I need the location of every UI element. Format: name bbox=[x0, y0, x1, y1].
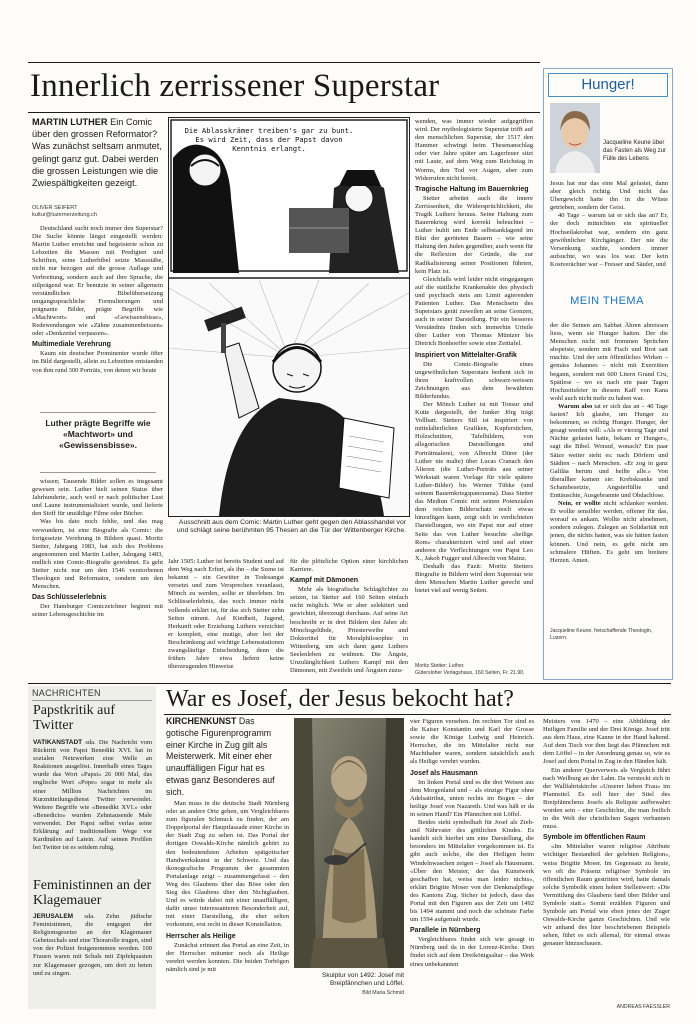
top-headline: Innerlich zerrissener Superstar bbox=[30, 68, 440, 104]
paragraph: Meisters von 1470 – eine Abbildung der Heiligen Familie und der Drei Könige. Josef tritt aus dem Haus, eine Kanne in der Hand haltend. Auf dem Tisch vor ihm liegt das Pfännchen mit dem Löffel – in der Anordnung genau so, wie es Josef auf dem Portal in Zug in den Händen hält. bbox=[543, 718, 670, 766]
pull-quote: Luther prägte Begriffe wie «Machtwort» und «Gewissensbisse». bbox=[45, 418, 151, 450]
lead-kicker: MARTIN LUTHER bbox=[32, 117, 108, 127]
author-block bbox=[32, 205, 162, 219]
mein-thema-label: MEIN THEMA bbox=[570, 295, 644, 307]
top-col2-b bbox=[168, 558, 284, 671]
comic-speech-text: Die Ablasskrämer treiben's gar zu bunt. Es wird Zeit, dass der Papst davon Kenntnis erlangt. bbox=[184, 126, 354, 153]
paragraph: der die Seinen am Sabbat Ähren abreissen liess, wenn sie Hunger hatten. Der die Menschen nicht mit frommen Sprüchen abspeiste, sondern mit Fisch und Brot satt machte. Und der sein öffentliches Wirken – gemäss Johannes – nicht mit Exerzitien begann, sondern mit 600 Litern Grand Cru, Spätlese – wo es nach ein paar Tagen Hochzeitsfeier in diesem Kaff von Kana wohl auch nicht mehr zu haben war. bbox=[550, 322, 668, 402]
portrait-illustration bbox=[550, 103, 600, 173]
paragraph: Beides steht symbolhaft für Josef als Zieh- und Nährvater des göttlichen Kindes. Es handelt sich hierbei um eine Darstellung, die besonders im Mittelalter vorgekommen ist. Es gibt auch solche, die den Heiligen beim Windelnwaschen zeigen – Josef als Hausmann. «Über den Meister, der das Kunstwerk geschaffen hat, weiss man leider nichts», erklärt Brigitte Moser von der Denkmalpflege des Kantons Zug. Sicher ist jedoch, dass das Portal mit den Figuren aus der Zeit um 1492 bis 1494 stammt und noch die schönste Farbe um 1594 aufgemalt wurde. bbox=[410, 819, 534, 924]
paragraph-text: tat er sich das an – 40 Tage fasten? Ich glaube, um Hunger zu bekommen, so richtig Hunger. Hunger, der gesagt werden will: «Als er vierzig Tage und Nächte gefastet hatte, bekam er Hunger», sagt die Bibel. Worauf, wonach? Ein paar Sätze weiter steht es: nach Dörfern und Städten – nach Menschen. «Er zog in ganz Galiläa herum und heilte alle.» Von überallher kamen sie: Krebskranke und Schambesetzte, Angsterfüllte und Enttäuschte, Ausgebrannte und Obdachlose. bbox=[550, 402, 668, 499]
comic-image bbox=[168, 117, 410, 517]
quote-rule-bottom bbox=[40, 472, 156, 473]
author-email: kultur@luzernerzeitung.ch bbox=[32, 212, 98, 218]
paragraph: Stetter arbeitet auch die innere Zerrissenheit, die Widersprüchlichkeit, die Tragik Luthers heraus. Seine Haltung zum Bauernkrieg wird korrekt beleuchtet – Luther buhlt um Ende selbstanklagend im Blut der geröteten Bauern – wie seine Haltung den Juden gegenüber, auch wenn für die Reflexion der Gründe, die zur Radikalisierung seiner Positionen führten, kein Platz ist. bbox=[415, 194, 533, 275]
paragraph bbox=[550, 403, 668, 500]
paragraph: wissen; Tausende Bilder sollen es insgesamt gewesen sein. Luther hielt seinen Status über Jahrhunderte, auch weil er nach politischer Lust und Laune instrumentalisiert wurde, und lieferte den Stoff für unzählige Filme oder Bücher. bbox=[32, 478, 163, 518]
paragraph bbox=[33, 739, 152, 852]
bottom-lead-kicker: KIRCHENKUNST bbox=[166, 716, 237, 726]
bottom-headline-rule bbox=[164, 714, 671, 715]
book-info bbox=[415, 663, 533, 677]
subheading: Symbole im öffentlichen Raum bbox=[543, 834, 646, 842]
top-col1-b bbox=[32, 478, 163, 620]
lead-text: Ein Comic über den grossen Reformator? Was zunächst seltsam anmutet, gelingt ganz gut. Dabei werden die grossen Leistungen wie die Zwiespältigkeiten gezeigt. bbox=[32, 117, 162, 189]
comic-illustration bbox=[169, 118, 409, 516]
paragraph: «Im Mittelalter waren religiöse Attribute wichtiger Bestandteil der gelebten Religion», weiss Brigitte Moser. Im Gegensatz zu heute, wo oft die Präsenz religiöser Symbole im öffentlichen Raum gestritten wird, hatte damals solche Symbolik einen hohen Stellenwert: «Die Vermittlung des Glaubens fand über Bilder und Symbole statt.» Somit erzählen Figuren und Symbole am Portal wie eben jenes der Zuger Oswalds-Kirche ganze Geschichten. Und wie wir anhand des hier beschriebenen Beispiels sehen, führt es sich allemal, für einmal etwas genauer hinzuschauen. bbox=[543, 843, 670, 948]
quote-rule-top bbox=[40, 412, 156, 413]
news-label: NACHRICHTEN bbox=[32, 688, 101, 698]
top-rule bbox=[28, 62, 540, 63]
top-col4 bbox=[415, 118, 533, 595]
inline-lead: Warum also bbox=[558, 402, 593, 410]
subheading: Das Schlüsselerlebnis bbox=[32, 594, 107, 602]
sculpture-illustration bbox=[294, 718, 404, 968]
subheading: Kampf mit Dämonen bbox=[290, 577, 359, 585]
paragraph: Deutschland sucht noch immer den Superstar? Die Suche könnte längst eingestellt werden: Martin Luther erreichte und begeisterte schon zu Lebzeiten die Massen mit Predigten und Schriften, seine Lutherbibel setzte Massstäbe, nicht nur bezogen auf die grosse Auflage und Verbreitung, sondern auch auf ihre Sprache, die stilprägend war. Er benutzte in seiner allgemein verständlichen Bibelübersetzung umgangssprachliche Formulierungen und prägnante Bilder, prägte Begriffe wie «Machtwort» und «Gewissensbisse», Redewendungen wie «Zähne zusammenbeissen» oder «Denkzettel verpassen». bbox=[32, 225, 163, 338]
paragraph: Man muss in die deutsche Stadt Nürnberg oder an andere Orte gehen, um Vergleichbares zum figuralen Schmuck zu finden, der am Doppelportal der Hauptfassade einer Kirche in der Stadt Zug zu sehen ist. Das Portal der dortigen Oswalds-Kirche nämlich gehört zu den bedeutendsten Arbeiten spätgotischer Handwerkskunst in der Schweiz. Und das ikonografische Programm der gesammten Portalanlage zeigt – zusammengefasst – den Weg des Glaubens über das Böse oder den Sieg des Glaubens über den Nichtglauben. Und es würde dabei mit einer unauffälligen, dafür umso interessanteren Besonderheit auf, mit einer Darstellung, die eher selten vorkommt, erst recht in dieser Konstellation. bbox=[166, 800, 289, 929]
paragraph: 40 Tage – warum tat er sich das an? Er, der doch mitnichten ein spiritueller Hochseilakrobat war, sondern ein ganz gewöhnlicher Kirchgänger. Der nie die Versenkung suchte, sondern immer aufsuchte, wo was los war. Der kein Kostverächter war – Fresser und Säufer, und bbox=[550, 212, 668, 268]
news-item2-title: Feministinnen an der Klagemauer bbox=[33, 878, 152, 908]
subheading: Herrscher als Heilige bbox=[166, 932, 236, 940]
paragraph-text: nicht schlanker werden. Er wollte sensibler werden, offener für das, worauf es ankam. Wollte nicht abnehmen, sondern zulegen. Zulegen an Solidarität mit jenen, die nichts hatten, was sie hätten fasten können. Und nein, es geht nicht um schmalere Hüften. Es geht um breitere Herzen. Amen. bbox=[550, 500, 668, 564]
subheading: Josef als Hausmann bbox=[410, 769, 478, 777]
inline-lead: Nein, er wollte bbox=[558, 500, 601, 508]
hunger-title: Hunger! bbox=[548, 73, 668, 97]
paragraph: Mehr als biografische Schlaglichter zu setzen, ist Stetter auf 160 Seiten einfach nicht möglich. Wie er aber selektiert und gewichtet, überzeugt durchaus. Auf seine Art beschreibt er in drei Bildern den Jahre ab: Mönchsgelübde, Priesterweihe und Doktortitel für Moralphilosophie in Wittenberg, um sich dann ganz Luthers Seelenleben zu widmen. Die Ängste, Unzulänglichkeit Luthers Kampf mit den Dämonen, mit Zweifeln und Ängsten zuzu- bbox=[290, 586, 408, 675]
paragraph: Im linken Portal sind es die drei Weisen aus dem Morgenland und – als einzige Figur ohne Adelsattribut, unten rechts im Bogen – der heilige Josef von Nazareth. Und was hält er da in seinen Hand? Ein Pfännchen mit Löffel. bbox=[410, 778, 534, 818]
paragraph: Der Hamburger Comiczeichner beginnt mit seiner Lebensgeschichte im bbox=[32, 603, 163, 619]
image-caption: Ausschnitt aus dem Comic: Martin Luther geht gegen den Ablasshandel vor und schlägt seine berühmten 95 Thesen an die Tür der Wittenberger Kirche. bbox=[176, 519, 406, 535]
paragraph: Gleichfalls wird leider nicht eingegangen auf die stattliche Krankenakte des physisch und psychisch stets am Limit agierenden Patienten Luther. Das Menschsein des Superstars gerät zuweilen an seine Grenzen, auch in seiner Darstellung. Für ein besseres Verständnis finden sich immerhin Urteile über Luther von Thomas Müntzer bis Dietrich Bonhoeffer sowie eine Zeittafel. bbox=[415, 275, 533, 348]
photo-caption: Jacqueline Keune über das Fasten als Weg zur Fülle des Lebens bbox=[603, 140, 666, 162]
news-item2-kicker: JERUSALEM bbox=[33, 913, 74, 920]
paragraph bbox=[33, 913, 152, 978]
sculpture-caption: Skulptur von 1492: Josef mit Breipfännchen und Löffel. bbox=[321, 972, 404, 987]
top-col3-b bbox=[290, 558, 408, 675]
book-title: Moritz Stetter: Luther. bbox=[415, 663, 465, 669]
paragraph: wenden, was immer wieder aufgegriffen wird. Der mythologisierte Superstar trifft auf den menschlichen Superstar, der 1517 den Hammer schwingt beim Thesenanschlag oder vier Jahre später am Lagerfeuer sitzt mit Laute, auf dem Weg zum Reichstag in Worms, den Tod vor Augen, aber zum Widerrufen nicht bereit. bbox=[415, 118, 533, 182]
news-item2 bbox=[33, 913, 152, 978]
book-publisher: Gütersloher Verlagshaus, 160 Seiten, Fr. 21.90. bbox=[415, 670, 525, 676]
bottom-headline: War es Josef, der Jesus bekocht hat? bbox=[166, 686, 514, 712]
subheading: Inspiriert von Mittelalter-Grafik bbox=[415, 351, 517, 359]
news-item2-text: sda. Zehn jüdische Feministinnen, die entgegen der Religionsgesetze an der Klagemauer Gebetsschals und eine Thorarolle trugen, sind von der Polizei festgenommen worden. 100 Frauen waren mit Schals mit Zipfelquasten zur Klagemauer gezogen, um dort zu beten und zu singen. bbox=[33, 913, 153, 977]
subheading: Parallele in Nürnberg bbox=[410, 927, 481, 935]
hunger-author: Jacqueline Keune, freischaffende Theologin, Luzern. bbox=[550, 628, 653, 641]
bottom-author: ANDREAS FAESSLER bbox=[616, 1004, 670, 1010]
paragraph bbox=[550, 500, 668, 565]
paragraph: Zunächst erinnert das Portal an eine Zeit, in der Herrscher mitunter noch als Heilige verehrt werden konnten. Die beiden Torbögen nämlich sind je mit bbox=[166, 941, 289, 973]
paragraph: Was bis dato noch fehlte, und das mag verwundern, ist eine Biografie als Comic: die fortgesetzte Verehrung in Bildern quasi. Moritz Stetter, Jahrgang 1983, hat sich des Problems angenommen und Martin Luther, Jahrgang 1483, endlich eine Comic-Biografie gewidmet. Es geht Stetter nicht nur um den 1546 verstorbenen Theologen und Reformator, sondern um den Menschen. bbox=[32, 518, 163, 591]
news-item1-title: Papstkritik auf Twitter bbox=[33, 703, 116, 733]
news-label-rule bbox=[32, 700, 152, 701]
bottom-lead bbox=[166, 716, 288, 799]
paragraph: Jesus hat nur das eine Mal gefastet, dann aber gleich richtig. Und nicht das Übergewicht hatte ihn in die Wüste getrieben, sondern der Geist. bbox=[550, 180, 668, 212]
subheading: Tragische Haltung im Bauernkrieg bbox=[415, 185, 529, 193]
bottom-col1 bbox=[166, 800, 289, 974]
news-item1 bbox=[33, 739, 152, 852]
news-item1-text: sda. Die Nachricht vom Rücktritt von Papst Benedikt XVI. hat in sozialen Netzwerken eine Welle an Reaktionen ausgelöst. Innerhalb eines Tages wurde das Wort «Papst» 26 000 Mal, das englische Wort «Pope» sogar in mehr als einer Million Nachrichten im Kurznitteilungsdienst Twitter verwendet. Weitere Begriffe wie «Benedikt XVI.» oder «Benedicto» wurden Zehntausende Male verwendet. Der Papst selbst verlas seine Erklärung auf traditionellem Wege vor Kardinälen auf Latein. Auf seinen Profilen bei Twitter ist es seitdem ruhig. bbox=[33, 739, 153, 852]
paragraph: vier Figuren versehen. Im rechten Tor sind es die Kaiser Konstantin und Karl der Grosse sowie die Könige Ludwig und Heinrich. Herrscher, die im Mittelalter nicht nur Machthaber waren, sondern tatsächlich auch als Heilige verehrt wurden. bbox=[410, 718, 534, 766]
bottom-col4 bbox=[543, 718, 670, 949]
bottom-col3 bbox=[410, 718, 534, 969]
paragraph: Deshalb das Fazit: Moritz Stetters Biografie in Bildern wird dem Superstar wie dem Menschen Martin Luther gerecht und bietet viel auf wenig Seiten. bbox=[415, 562, 533, 595]
paragraph: Der Mönch Luther ist mit Tonsur und Kutte dargestellt, der Junker Jörg trägt Vollbart. Stetters Stil ist inspiriert von mittelalterlichen Grafiken, Kupferstichen, Holzschnitten, Tafelbildern, von allegorischen Darstellungen und Porträtmalerei, von Albrecht Dürer (der Luther nie malte) über Lucas Cranach den Älteren (die Luther-Porträts aus seiner Werkstatt waren Vorlage für viele spätere Luther-Bilder) bis Werner Tübke (und seinem Bauernkriegspanorama). Dass Stetter das Mediun Comic mit seinen Potenzialen dem reichen Bilderschatz noch etwas hinzufügen kann, zeigt sich in verdichteten Darstellungen, wo ein Papst nur auf einer Seite das von Luther besuchte «heilige Rom» charakterisiert wird und auf einer anderen die Verflechtungen von Papst Leo X., Jakob Fugger und Albrecht von Mainz. bbox=[415, 401, 533, 562]
paragraph: Die Comic-Biografie eines ungewöhnlichen Superstars bedient sich in ihren kraftvollen schwarz-weissen Zeichnungen aus dem bewährten Bilderfundus. bbox=[415, 360, 533, 400]
paragraph: Jahr 1505: Luther ist bereits Student und auf dem Weg nach Erfurt, als ihn – die Szene ist bekannt – ein Gewitter in Todesangst versetzt und zum Versprechen veranlasst, Mönch zu werden, sollte er überleben. Im Schlüsselerlebnis, das noch immer nicht vollends erklärt ist, für das sich Stetter zehn Seiten nimmt. Auf Kindheit, Jugend, Herkunft oder Erziehung Luthers verzichtet er komplett, eine mutige, aber bei der Beschränkung auf wichtige Lebensstationen zwangsläufige Entscheidung, denn die frühen Jahre etwa liefern keine überzeugenden Hinweise bbox=[168, 558, 284, 671]
paragraph: Vergleichbares findet sich wie gesagt in Nürnberg und da in der Lorenz-Kirche. Dort findet sich auf dem Dreikönigsaltar – das Werk eines unbekannten bbox=[410, 936, 534, 968]
sculpture-photo bbox=[294, 718, 404, 968]
top-lead bbox=[32, 116, 162, 189]
headline-rule bbox=[28, 112, 540, 113]
hunger-text-a bbox=[550, 180, 668, 269]
author-photo bbox=[550, 103, 600, 173]
author-name: OLIVER SEIFERT bbox=[32, 205, 78, 211]
bottom-lead-text: Das gotische Figurenprogramm einer Kirche in Zug gilt als Meisterwerk. Mit einer eher unauffälligen Figur hat es etwas ganz Besonderes auf sich. bbox=[166, 716, 275, 797]
subheading: Multimediale Verehrung bbox=[32, 341, 111, 349]
paragraph: Ein anderer Querverweis als Vergleich führt nach Weilburg an der Lahn. Da versteckt sich in der Wallfahrtskirche «Unserer lieben Frau» im Pfannstiel. Es soll hier der Stiel des Breipfännchens Josefs als Reliquie aufbewahrt worden sein – eine Geschichte, die man freilich in die Welt der christlichen Sagen verbannen muss. bbox=[543, 766, 670, 831]
paragraph: Kaum ein deutscher Prominenter wurde öfter im Bild dargestellt, allein zu Lebzeiten entstanden von ihm rund 300 Porträts, von denen wir heute bbox=[32, 350, 163, 374]
paragraph: für die plötzliche Option einer kirchlichen Karriere. bbox=[290, 558, 408, 574]
news-item1-kicker: VATIKANSTADT bbox=[33, 739, 83, 746]
hunger-text-b bbox=[550, 322, 668, 565]
top-col1-a bbox=[32, 225, 163, 375]
sculpture-credit: Bild Maria Schmid bbox=[362, 990, 404, 996]
